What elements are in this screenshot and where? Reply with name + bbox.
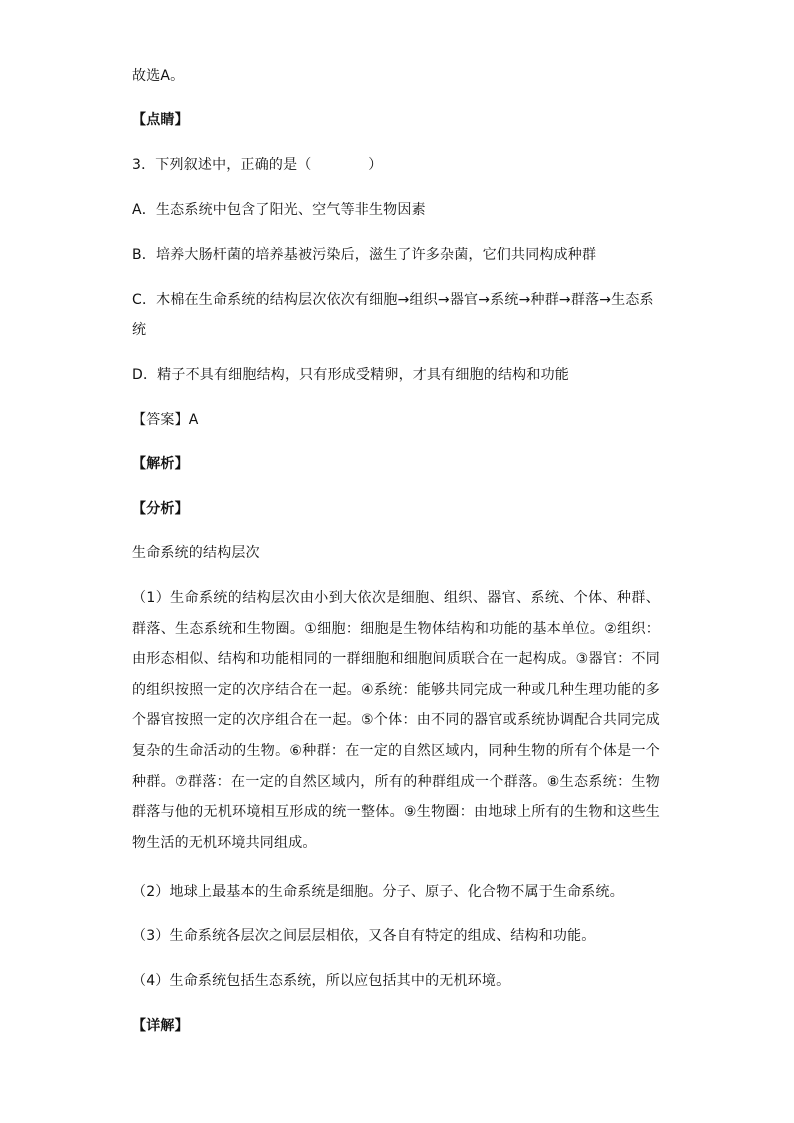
option-a: A．生态系统中包含了阳光、空气等非生物因素 [132,202,426,218]
option-d: D．精子不具有细胞结构，只有形成受精卵，才具有细胞的结构和功能 [132,367,569,383]
option-c-line1: C．木棉在生命系统的结构层次依次有细胞→组织→器官→系统→种群→群落→生态系 [132,292,654,308]
conclusion-text: 故选A。 [132,68,185,84]
option-c-line2: 统 [132,322,147,338]
xiangjie-heading: 【详解】 [132,1018,189,1034]
point-4: （4）生命系统包括生态系统，所以应包括其中的无机环境。 [132,973,511,989]
option-b: B．培养大肠杆菌的培养基被污染后，滋生了许多杂菌，它们共同构成种群 [132,247,597,263]
point-2: （2）地球上最基本的生命系统是细胞。分子、原子、化合物不属于生命系统。 [132,884,624,900]
jiexi-heading: 【解析】 [132,456,189,472]
fenxi-heading: 【分析】 [132,501,189,517]
dianjing-heading: 【点睛】 [132,112,189,128]
question-stem: 3．下列叙述中，正确的是（ ） [132,157,383,173]
point-3: （3）生命系统各层次之间层层相依，又各自有特定的组成、结构和功能。 [132,928,596,944]
topic-line: 生命系统的结构层次 [132,545,260,561]
answer-line: 【答案】A [132,412,199,428]
point-1-paragraph: （1）生命系统的结构层次由小到大依次是细胞、组织、器官、系统、个体、种群、群落、生态系统和生物圈。①细胞：细胞是生物体结构和功能的基本单位。②组织：由形态相似、结构和功能相同的一群细胞和细胞间质联合在一起构成。③器官：不同的组织按照一定的次序结合在一起。④系统：能够共同完成一种或几种生理功能的多个器官按照一定的次序组合在一起。⑤个体：由不同的器官或系统协调配合共同完成复杂的生命活动的生物。⑥种群：在一定的自然区域内，同种生物的所有个体是一个种群。⑦群落：在一定的自然区域内，所有的种群组成一个群落。⑧生态系统：生物群落与他的无机环境相互形成的统一整体。⑨生物圈：由地球上所有的生物和这些生物生活的无机环境共同组成。 [132,590,660,851]
